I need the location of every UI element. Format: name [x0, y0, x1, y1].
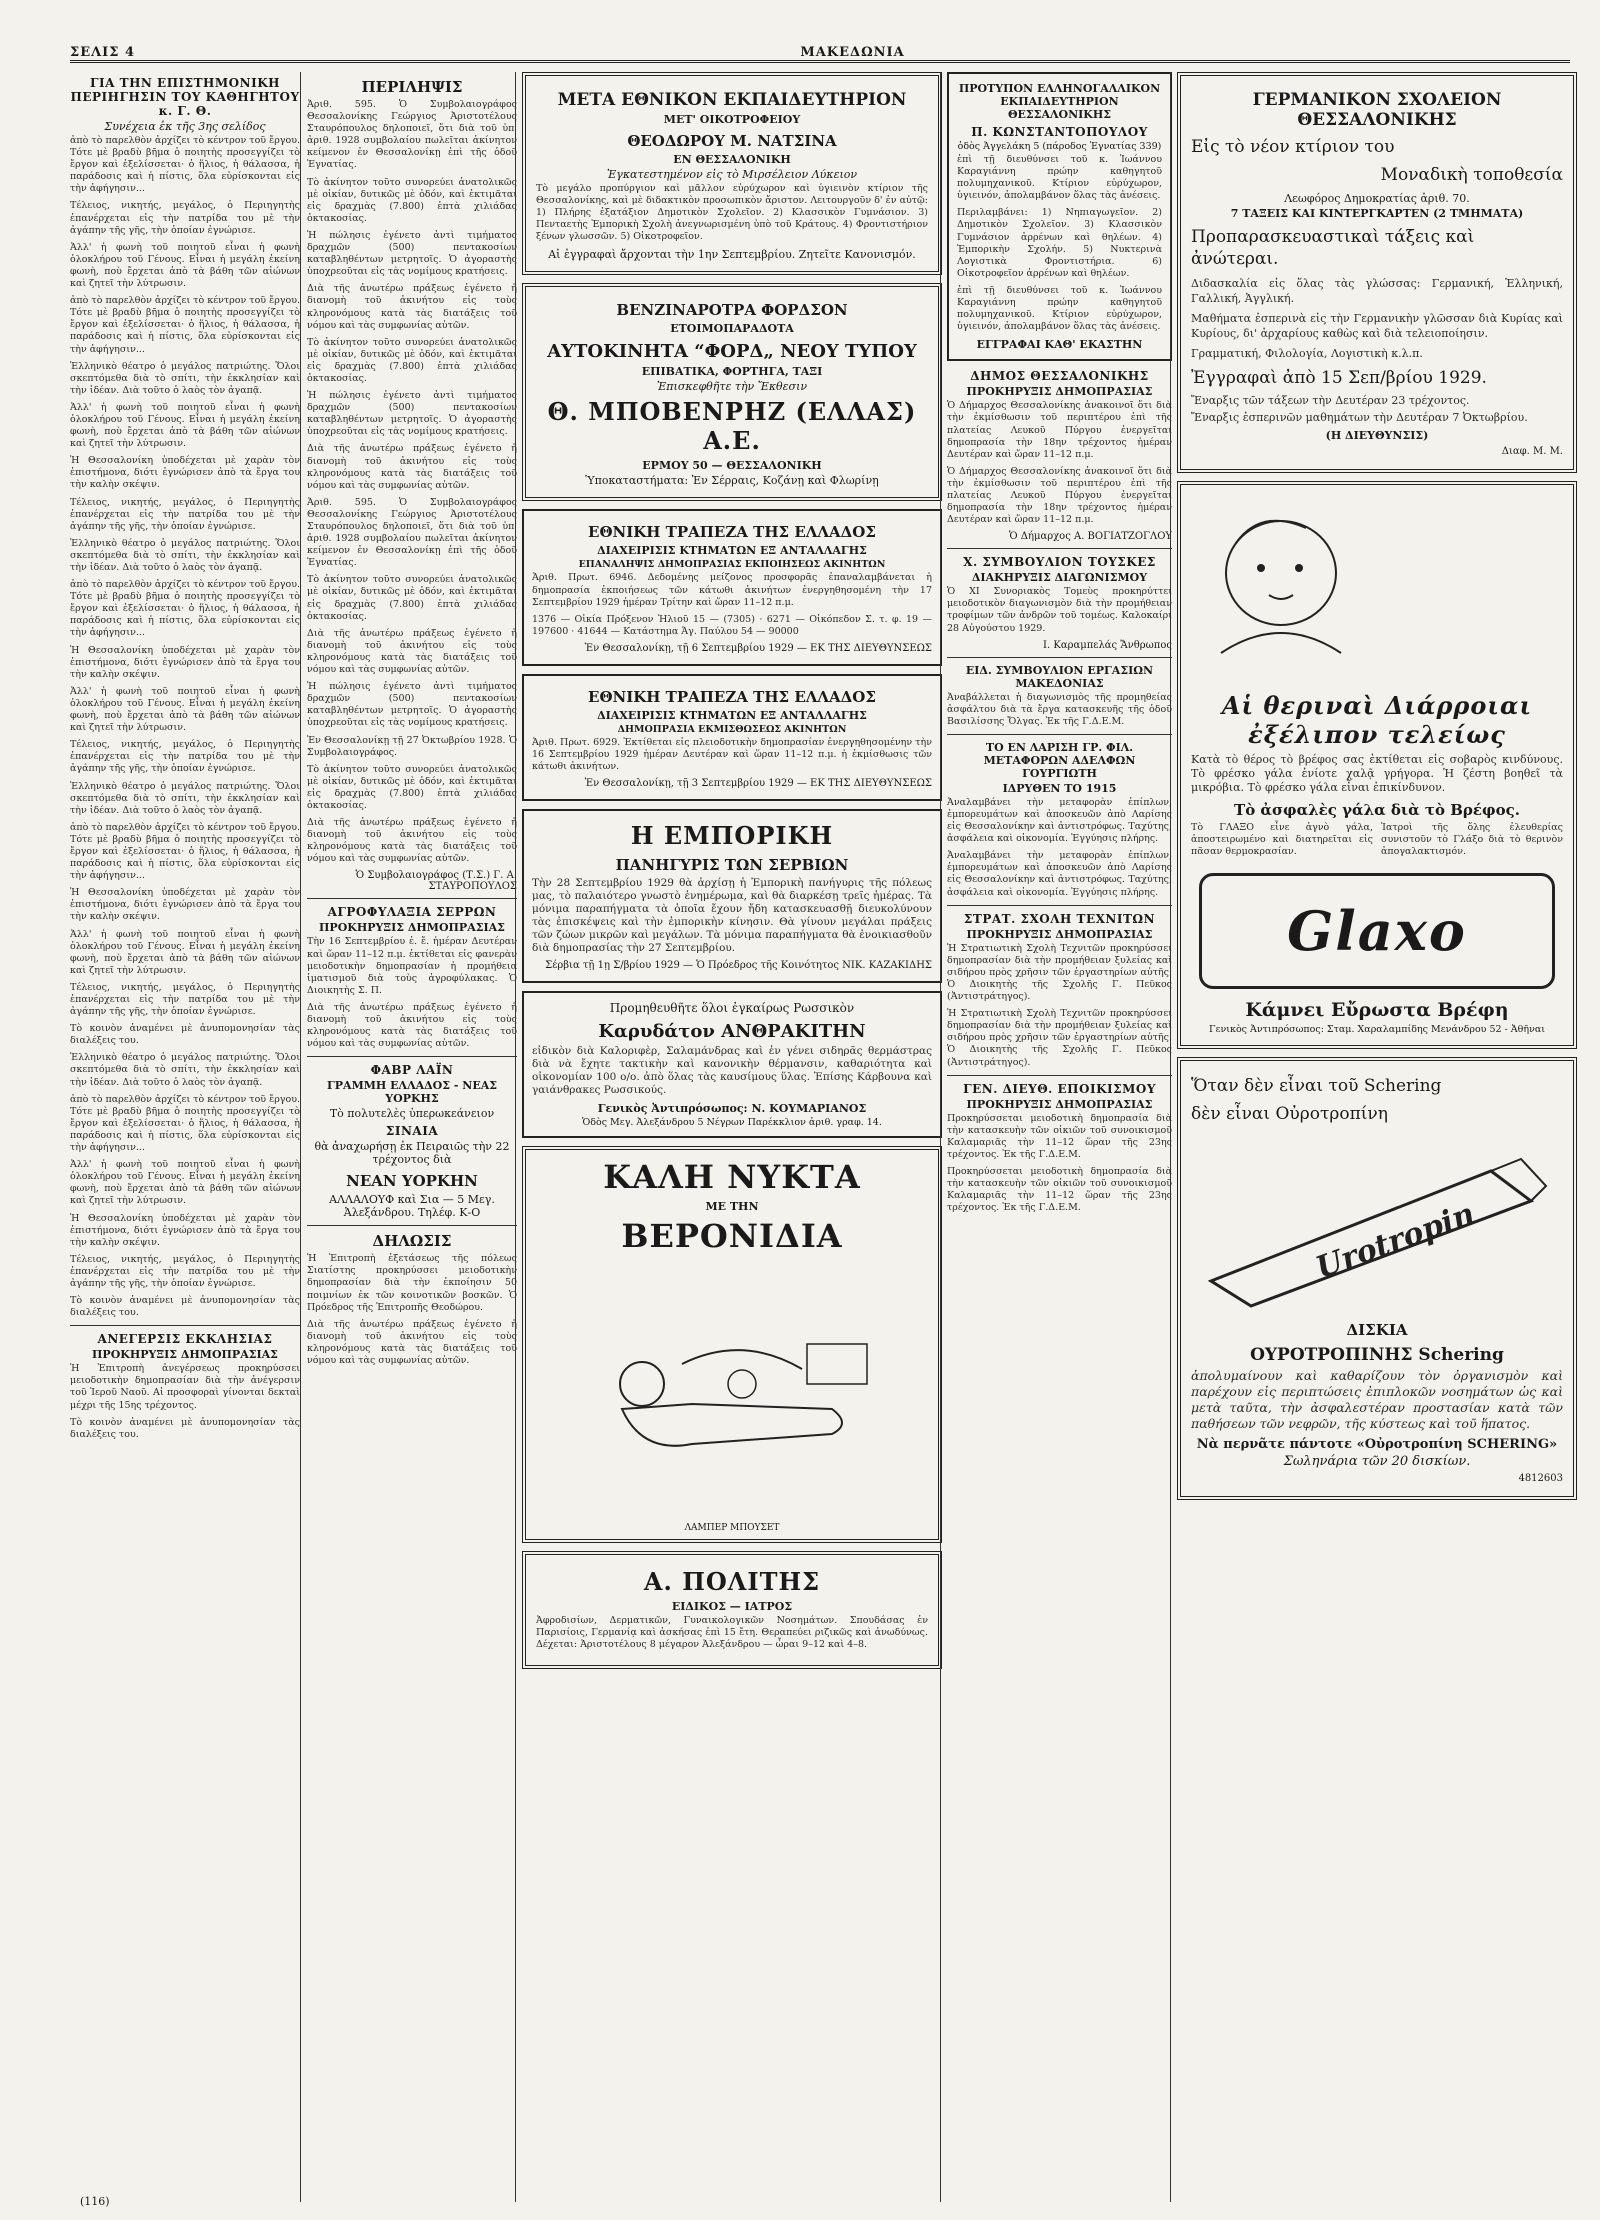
article-paragraph: Ἀλλ' ἡ φωνὴ τοῦ ποιητοῦ εἶναι ἡ φωνὴ ὁλοκλήρου τοῦ Γένους. Εἶναι ἡ μεγάλη ἐκείνη φωνὴ, ποὺ ἔρχεται ἀπὸ τὰ βάθη τῶν αἰώνων καὶ ζητεῖ τὴν λύτρωσιν. [70, 241, 300, 290]
school-registration: Ἐγγραφαὶ ἀπὸ 15 Σεπ/βρίου 1929. [1191, 368, 1487, 388]
veronidia-title: ΚΑΛΗ ΝΥΚΤΑ [603, 1158, 861, 1197]
doctor-text: Ἀφροδισίων, Δερματικῶν, Γυναικολογικῶν Νοσημάτων. Σπουδάσας ἐν Παρισίοις, Γερμανίᾳ καὶ ἀσκήσας ἐπὶ 15 ἔτη. Θεραπεύει ριζικῶς καὶ ἀνωδύνως. Δέχεται: Ἀριστοτέλους 8 μέγαρον Ἀλεξάνδρου — ὧραι 9–12 καὶ 4–8. [536, 1615, 928, 1651]
school-ad-2 [947, 72, 1172, 361]
notice-title: ΣΤΡΑΤ. ΣΧΟΛΗ ΤΕΧΝΙΤΩΝ [963, 911, 1156, 926]
baby-illustration [1191, 503, 1371, 673]
article-paragraph: Ἡ πώλησις ἐγένετο ἀντὶ τιμήματος δραχμῶν (500) πεντακοσίων καταβληθέντων μετρητοῖς. Ὁ ἀγοραστὴς ὑποχρεοῦται εἰς τὰς νομίμους κρατήσεις. [307, 229, 517, 278]
school-start: Ἔναρξις τῶν τάξεων τὴν Δευτέραν 23 τρέχοντος. [1191, 394, 1470, 407]
article-paragraph: Ἡ Θεσσαλονίκη ὑποδέχεται μὲ χαρὰν τὸν ἐπιστήμονα, διότι ἐγνώρισεν ἀπὸ τὰ ἔργα του τὴν καλὴν σκέψιν. [70, 455, 300, 491]
notice-text: Διὰ τῆς ἀνωτέρω πράξεως ἐγένετο ἡ διανομὴ τοῦ ἀκινήτου εἰς τοὺς κληρονόμους κατὰ τὰς διατάξεις τοῦ νόμου καὶ τὰς συμφωνίας αὐτῶν. [307, 1001, 517, 1050]
article-paragraph: Ἀλλ' ἡ φωνὴ τοῦ ποιητοῦ εἶναι ἡ φωνὴ ὁλοκλήρου τοῦ Γένους. Εἶναι ἡ μεγάλη ἐκείνη φωνὴ, ποὺ ἔρχεται ἀπὸ τὰ βάθη τῶν αἰώνων καὶ ζητεῖ τὴν λύτρωσιν. [70, 928, 300, 976]
shipping-route: ΓΡΑΜΜΗ ΕΛΛΑΔΟΣ - ΝΕΑΣ ΥΟΡΚΗΣ [326, 1079, 498, 1106]
bank-subtitle: ΔΙΑΧΕΙΡΙΣΙΣ ΚΤΗΜΑΤΩΝ ΕΞ ΑΝΤΑΛΛΑΓΗΣ [597, 708, 867, 722]
notice-title: ΕΙΔ. ΣΥΜΒΟΥΛΙΟΝ ΕΡΓΑΣΙΩΝ ΜΑΚΕΔΟΝΙΑΣ [965, 663, 1154, 690]
veronidia-mid: ΜΕ ΤΗΝ [705, 1200, 759, 1214]
signature: Ὁ Συμβολαιογράφος (Τ.Σ.) Γ. Α. ΣΤΑΥΡΟΠΟΥΛΟΣ [355, 870, 517, 893]
bank-rows: 1376 — Οἰκία Πρόξενον Ἠλιοῦ 15 — (7305) · 6271 — Οἰκόπεδον Σ. τ. φ. 19 — 197600 · 41644 — Κατάστημα Ἁγ. Παύλου 54 — 90000 [532, 613, 932, 637]
article-paragraph: Ἡ πώλησις ἐγένετο ἀντὶ τιμήματος δραχμῶν (500) πεντακοσίων καταβληθέντων μετρητοῖς. Ὁ ἀγοραστὴς ὑποχρεοῦται εἰς τὰς νομίμους κρατήσεις. [307, 681, 517, 729]
school-signature: (Η ΔΙΕΥΘΥΝΣΙΣ) [1325, 429, 1429, 443]
article-paragraph: Διὰ τῆς ἀνωτέρω πράξεως ἐγένετο ἡ διανομὴ τοῦ ἀκινήτου εἰς τοὺς κληρονόμους κατὰ τὰς διατάξεις τοῦ νόμου καὶ τὰς συμφωνίας αὐτῶν. [307, 443, 517, 491]
article-paragraph: Ἡ πώλησις ἐγένετο ἀντὶ τιμήματος δραχμῶν (500) πεντακοσίων καταβληθέντων μετρητοῖς. Ὁ ἀγοραστὴς ὑποχρεοῦται εἰς τὰς νομίμους κρατήσεις. [307, 390, 517, 438]
ford-visit: Ἐπισκεφθῆτε τὴν Ἔκθεσιν [656, 380, 808, 394]
veronidia-brand: ΛΑΜΠΕΡ ΜΠΟΥΣΕΤ [684, 1523, 780, 1534]
notice-title: ΑΝΕΓΕΡΣΙΣ ΕΚΚΛΗΣΙΑΣ [97, 1332, 273, 1347]
column-2 [300, 72, 517, 2202]
article-title: ΠΕΡΙΛΗΨΙΣ [361, 78, 463, 96]
coal-address: Ὁδὸς Μεγ. Ἀλεξάνδρου 5 Νέγρων Παρέκκλιον ἀριθ. γραφ. 14. [582, 1117, 882, 1129]
article-paragraph: Ἐλληνικὸ θέατρο ὁ μεγάλος πατριώτης. Ὅλοι σκεπτόμεθα διὰ τὸ σπίτι, τὴν ἐκκλησίαν καὶ τὴν ἰδέαν. Διὰ τοῦτο ὁ λαὸς τὸν ἀγαπᾷ. [70, 1052, 300, 1088]
fair-title: Η ΕΜΠΟΡΙΚΗ [630, 821, 834, 851]
school-line: Εἰς τὸ νέον κτίριον του [1191, 137, 1395, 157]
bank-subtitle: ΔΙΑΧΕΙΡΙΣΙΣ ΚΤΗΜΑΤΩΝ ΕΞ ΑΝΤΑΛΛΑΓΗΣ [597, 544, 867, 558]
shipping-agent: ΑΛΛΑΛΟΥΦ καὶ Σια — 5 Μεγ. Ἀλεξάνδρου. Τηλέφ. Κ-Ο [329, 1193, 495, 1220]
fair-footer: Σέρβια τῇ 1ῃ Σ/βρίου 1929 — Ὁ Πρόεδρος τῆς Κοινότητος ΝΙΚ. ΚΑΖΑΚΙΔΗΣ [545, 960, 932, 972]
ford-types: ΕΠΙΒΑΤΙΚΑ, ΦΟΡΤΗΓΑ, ΤΑΞΙ [641, 365, 823, 379]
school-languages: Διδασκαλία εἰς ὅλας τὰς γλώσσας: Γερμανική, Ἑλληνική, Γαλλική, Ἀγγλική. [1191, 277, 1563, 305]
school-title: ΜΕΤΑ ΕΘΝΙΚΟΝ ΕΚΠΑΙΔΕΥΤΗΡΙΟΝ [557, 90, 907, 110]
article-paragraph: Τέλειος, νικητής, μεγάλος, ὁ Περιηγητὴς ἐπανέρχεται εἰς τὴν πατρίδα του μὲ τὴν ἀγάπην τῆς γῆς, τὴν ὁποίαν ἐγνώρισε. [70, 981, 300, 1018]
article-paragraph: Τὸ ἀκίνητον τοῦτο συνορεύει ἀνατολικῶς μὲ οἰκίαν, δυτικῶς μὲ ὁδόν, καὶ ἐκτιμᾶται εἰς δραχμὰς (7.800) ἑπτὰ χιλιάδας ὀκτακοσίας. [307, 574, 517, 622]
notice-title: ΓΕΝ. ΔΙΕΥΘ. ΕΠΟΙΚΙΣΜΟΥ [963, 1081, 1156, 1096]
school-title: ΓΕΡΜΑΝΙΚΟΝ ΣΧΟΛΕΙΟΝ ΘΕΣΣΑΛΟΝΙΚΗΣ [1252, 90, 1502, 130]
notice-text: Ἡ Ἐπιτροπὴ ἀνεγέρσεως προκηρύσσει μειοδοτικὴν δημοπρασίαν διὰ τὴν ἀνέγερσιν τοῦ Ἱεροῦ Ναοῦ. Αἱ προσφοραὶ γίνονται δεκταὶ μέχρι τῆς 15ης τρέχοντος. [70, 1363, 300, 1411]
coal-title: Προμηθευθῆτε ὅλοι ἐγκαίρως Ρωσσικὸν [609, 1001, 855, 1016]
schering-pack: Σωληνάρια τῶν 20 δισκίων. [1283, 1454, 1471, 1470]
doctor-title: ΕΙΔΙΚΟΣ — ΙΑΤΡΟΣ [671, 1600, 793, 1614]
schering-name: ΟΥΡΟΤΡΟΠΙΝΗΣ Schering [1250, 1345, 1504, 1366]
page-number: (116) [80, 2195, 110, 2208]
notice-subtitle: ΙΔΡΥΘΕΝ ΤΟ 1915 [1002, 781, 1117, 795]
fair-ad [522, 809, 942, 983]
article-paragraph: Τὸ κοινὸν ἀναμένει μὲ ἀνυπομονησίαν τὰς διαλέξεις του. [70, 1295, 300, 1319]
schering-quote: Ὅταν δὲν εἶναι τοῦ Schering [1191, 1076, 1442, 1097]
school-line: Μοναδικὴ τοποθεσία [1380, 165, 1563, 185]
article-paragraph: Τὸ κοινὸν ἀναμένει μὲ ἀνυπομονησίαν τὰς διαλέξεις του. [70, 1023, 300, 1047]
notice-text: Διὰ τῆς ἀνωτέρω πράξεως ἐγένετο ἡ διανομὴ τοῦ ἀκινήτου εἰς τοὺς κληρονόμους κατὰ τὰς διατάξεις τοῦ νόμου καὶ τὰς συμφωνίας αὐτῶν. [307, 1318, 517, 1367]
school-prep: Προπαρασκευαστικαὶ τάξεις καὶ ἀνώτεραι. [1191, 227, 1475, 269]
article-paragraph: Διὰ τῆς ἀνωτέρω πράξεως ἐγένετο ἡ διανομὴ τοῦ ἀκινήτου εἰς τοὺς κληρονόμους κατὰ τὰς διατάξεις τοῦ νόμου καὶ τὰς συμφωνίας αὐτῶν. [307, 817, 517, 865]
newspaper-name: ΜΑΚΕΔΩΝΙΑ [800, 45, 905, 60]
article-paragraph: ἀπὸ τὸ παρελθὸν ἀρχίζει τὸ κέντρον τοῦ ἔργου. Τότε μὲ βραδὺ βῆμα ὁ ποιητὴς προσεγγίζει τὸ ἔργον καὶ ἐξελίσσεται· ὁ ἥλιος, ἡ θάλασσα, ἡ παράδοσις καὶ ἡ πίστις, ὅλα εὑρίσκονται εἰς τὴν ἀφήγησιν... [70, 1093, 300, 1154]
school-evening: Μαθήματα ἐσπερινὰ εἰς τὴν Γερμανικὴν γλῶσσαν διὰ Κυρίας καὶ Κυρίους, δι' ἀρχαρίους καθὼς καὶ διὰ τελειοποίησιν. [1191, 312, 1563, 340]
ford-branches: Ὑποκαταστήματα: Ἐν Σέρραις, Κοζάνῃ καὶ Φλωρίνῃ [585, 474, 879, 488]
article-paragraph: Ἀλλ' ἡ φωνὴ τοῦ ποιητοῦ εἶναι ἡ φωνὴ ὁλοκλήρου τοῦ Γένους. Εἶναι ἡ μεγάλη ἐκείνη φωνὴ, ποὺ ἔρχεται ἀπὸ τὰ βάθη τῶν αἰώνων καὶ ζητεῖ τὴν λύτρωσιν. [70, 1159, 300, 1207]
notice-title: Χ. ΣΥΜΒΟΥΛΙΟΝ ΤΟΥΣΚΕΣ [963, 555, 1156, 570]
bank-text: Ἀριθ. Πρωτ. 6929. Ἐκτίθεται εἰς πλειοδοτικὴν δημοπρασίαν ἐνεργηθησομένην τὴν 16 Σεπτεμβρίου 1929 ἡμέραν Δευτέραν καὶ ὥραν 11–12 π.μ. ἡ ἐκμίσθωσις τῶν κάτωθι ἀκινήτων. [532, 736, 932, 773]
school-text: ἐπὶ τῇ διευθύνσει τοῦ κ. Ἰωάννου Καραγιάννη πρώην καθηγητοῦ πολυμηχανικοῦ. Κτίριον εὐρύχωρον, ὑγιεινόν, ἀπολαμβάνον ὅλας τὰς ἀνέσεις. [957, 284, 1162, 333]
column-3 [515, 72, 942, 2202]
notice-text: Ἡ Ἐπιτροπὴ ἐξετάσεως τῆς πόλεως Σιατίστης προκηρύσσει μειοδοτικὴν δημοπρασίαν διὰ τὴν ἐκποίησιν 50 ποιμνίων ἐκ τῶν κοινοτικῶν βοσκῶν. Ὁ Πρόεδρος τῆς Ἐπιτροπῆς Θεοδώρου. [307, 1253, 517, 1313]
article-paragraph: Ἡ Θεσσαλονίκη ὑποδέχεται μὲ χαρὰν τὸν ἐπιστήμονα, διότι ἐγνώρισεν ἀπὸ τὰ ἔργα του τὴν καλὴν σκέψιν. [70, 887, 300, 923]
school-footer: ΕΓΓΡΑΦΑΙ ΚΑΘ' ΕΚΑΣΤΗΝ [976, 338, 1143, 352]
column-4 [940, 72, 1172, 2202]
article-paragraph: Τὸ ἀκίνητον τοῦτο συνορεύει ἀνατολικῶς μὲ οἰκίαν, δυτικῶς μὲ ὁδόν, καὶ ἐκτιμᾶται εἰς δραχμὰς (7.800) ἑπτὰ χιλιάδας ὀκτακοσίας. [307, 176, 517, 224]
article-paragraph: Ἡ Θεσσαλονίκη ὑποδέχεται μὲ χαρὰν τὸν ἐπιστήμονα, διότι ἐγνώρισεν ἀπὸ τὰ ἔργα του τὴν καλὴν σκέψιν. [70, 644, 300, 680]
veronidia-name: ΒΕΡΟΝΙΔΙΑ [621, 1217, 843, 1256]
bank-notice-2 [522, 674, 942, 801]
column-1 [70, 72, 300, 2202]
article-paragraph: Διὰ τῆς ἀνωτέρω πράξεως ἐγένετο ἡ διανομὴ τοῦ ἀκινήτου εἰς τοὺς κληρονόμους κατὰ τὰς διατάξεις τοῦ νόμου καὶ τὰς συμφωνίας αὐτῶν. [307, 283, 517, 331]
school-subjects: Γραμματική, Φιλολογία, Λογιστικὴ κ.λ.π. [1191, 347, 1423, 360]
ad-code: 4812603 [1518, 1473, 1563, 1485]
coal-ad [522, 991, 942, 1138]
article-continued: Συνέχεια ἐκ τῆς 3ης σελίδος [104, 120, 266, 133]
glaxo-safe: Τὸ ἀσφαλὲς γάλα διὰ τὸ Βρέφος. [1234, 801, 1520, 820]
notice-subtitle: ΠΡΟΚΗΡΥΞΙΣ ΔΗΜΟΠΡΑΣΙΑΣ [92, 1348, 278, 1362]
notice-signature: Ι. Καραμπελάς Ἄνθρωπος [1043, 639, 1172, 651]
medicine-tube-illustration [1191, 1131, 1551, 1311]
coal-agent: Γενικὸς Ἀντιπρόσωπος: Ν. ΚΟΥΜΑΡΙΑΝΟΣ [597, 1102, 867, 1116]
notice-text: Προκηρύσσεται μειοδοτικὴ δημοπρασία διὰ τὴν κατασκευὴν τῶν οἰκιῶν τοῦ συνοικισμοῦ Καλαμαριᾶς τὴν 11–12 ὥραν τῆς 23ης τρέχοντος. Ἐκ τῆς Γ.Δ.Ε.Μ. [947, 1165, 1172, 1214]
article-paragraph: ἀπὸ τὸ παρελθὸν ἀρχίζει τὸ κέντρον τοῦ ἔργου. Τότε μὲ βραδὺ βῆμα ὁ ποιητὴς προσεγγίζει τὸ ἔργον καὶ ἐξελίσσεται· ὁ ἥλιος, ἡ θάλασσα, ἡ παράδοσις καὶ ἡ πίστις, ὅλα εὑρίσκονται εἰς τὴν ἀφήγησιν... [70, 135, 300, 195]
article-paragraph: Τέλειος, νικητής, μεγάλος, ὁ Περιηγητὴς ἐπανέρχεται εἰς τὴν πατρίδα του μὲ τὴν ἀγάπην τῆς γῆς, τὴν ὁποίαν ἐγνώρισε. [70, 1253, 300, 1289]
notice-signature: Ὁ Δήμαρχος Α. ΒΟΓΙΑΤΖΟΓΛΟΥ [1009, 531, 1172, 543]
school-ad [522, 72, 942, 275]
notice-text: Ἀναλαμβάνει τὴν μεταφορὰν ἐπίπλων, ἐμπορευμάτων καὶ ἀποσκευῶν ἀπὸ Λαρίσης εἰς Θεσσαλονίκην καὶ ἀντιστρόφως. Ταχύτης, ἀσφάλεια καὶ οἰκονομία. Ἐγγύησις πλήρης. [947, 796, 1172, 845]
article-paragraph: ἀπὸ τὸ παρελθὸν ἀρχίζει τὸ κέντρον τοῦ ἔργου. Τότε μὲ βραδὺ βῆμα ὁ ποιητὴς προσεγγίζει τὸ ἔργον καὶ ἐξελίσσεται· ὁ ἥλιος, ἡ θάλασσα, ἡ παράδοσις καὶ ἡ πίστις, ὅλα εὑρίσκονται εἰς τὴν ἀφήγησιν... [70, 295, 300, 355]
sleeping-woman-illustration [582, 1259, 882, 1519]
article-paragraph: ἀπὸ τὸ παρελθὸν ἀρχίζει τὸ κέντρον τοῦ ἔργου. Τότε μὲ βραδὺ βῆμα ὁ ποιητὴς προσεγγίζει τὸ ἔργον καὶ ἐξελίσσεται· ὁ ἥλιος, ἡ θάλασσα, ἡ παράδοσις καὶ ἡ πίστις, ὅλα εὑρίσκονται εἰς τὴν ἀφήγησιν... [70, 821, 300, 882]
article-paragraph: Τὸ ἀκίνητον τοῦτο συνορεύει ἀνατολικῶς μὲ οἰκίαν, δυτικῶς μὲ ὁδόν, καὶ ἐκτιμᾶται εἰς δραχμὰς (7.800) ἑπτὰ χιλιάδας ὀκτακοσίας. [307, 336, 517, 384]
notice-text: Ἀναλαμβάνει τὴν μεταφορὰν ἐπίπλων, ἐμπορευμάτων καὶ ἀποσκευῶν ἀπὸ Λαρίσης εἰς Θεσσαλονίκην καὶ ἀντιστρόφως. Ταχύτης, ἀσφάλεια καὶ οἰκονομία. Ἐγγύησις πλήρης. [947, 850, 1172, 898]
notice-subtitle: ΠΡΟΚΗΡΥΞΙΣ ΔΗΜΟΠΡΑΣΙΑΣ [319, 921, 505, 935]
school-subtitle: ΜΕΤ' ΟΙΚΟΤΡΟΦΕΙΟΥ [663, 113, 801, 126]
article-paragraph: Ἐλληνικὸ θέατρο ὁ μεγάλος πατριώτης. Ὅλοι σκεπτόμεθα διὰ τὸ σπίτι, τὴν ἐκκλησίαν καὶ τὴν ἰδέαν. Διὰ τοῦτο ὁ λαὸς τὸν ἀγαπᾷ. [70, 537, 300, 573]
article-paragraph: Ἐν Θεσσαλονίκῃ τῇ 27 Ὀκτωβρίου 1928. Ὁ Συμβολαιογράφος. [307, 734, 517, 758]
notice-text: Ὁ Δήμαρχος Θεσσαλονίκης ἀνακοινοῖ ὅτι διὰ τὴν ἐκμίσθωσιν τοῦ περιπτέρου ἐπὶ τῆς πλατείας Λευκοῦ Πύργου ἐνεργεῖται δημοπρασία τὴν 18ην τρέχοντος ἡμέραν Δευτέραν καὶ ὥραν 11–12 π.μ. [947, 400, 1172, 460]
notice-subtitle: ΠΡΟΚΗΡΥΞΙΣ ΔΗΜΟΠΡΑΣΙΑΣ [966, 385, 1153, 399]
article-paragraph: Τέλειος, νικητής, μεγάλος, ὁ Περιηγητὴς ἐπανέρχεται εἰς τὴν πατρίδα του μὲ τὴν ἀγάπην τῆς γῆς, τὴν ὁποίαν ἐγνώρισε. [70, 200, 300, 236]
school-title: ΠΡΟΤΥΠΟΝ ΕΛΛΗΝΟΓΑΛΛΙΚΟΝ ΕΚΠΑΙΔΕΥΤΗΡΙΟΝ ΘΕΣΣΑΛΟΝΙΚΗΣ [958, 82, 1161, 121]
column-5 [1170, 72, 1577, 2202]
notice-title: ΑΓΡΟΦΥΛΑΞΙΑ ΣΕΡΡΩΝ [327, 905, 497, 920]
destination: ΝΕΑΝ ΥΟΡΚΗΝ [346, 1172, 478, 1191]
notice-text: Τὴν 16 Σεπτεμβρίου ἐ. ἔ. ἡμέραν Δευτέραν καὶ ὥραν 11–12 π.μ. ἐκτίθεται εἰς φανερὰν μειοδοτικὴν δημοπρασίαν ἡ προμήθεια ἱματισμοῦ διὰ τοὺς ἀγροφύλακας. Ὁ Διοικητὴς Σ. Π. [307, 936, 517, 996]
article-paragraph: Ἡ Θεσσαλονίκη ὑποδέχεται μὲ χαρὰν τὸν ἐπιστήμονα, διότι ἐγνώρισεν ἀπὸ τὰ ἔργα του τὴν καλὴν σκέψιν. [70, 1212, 300, 1248]
notice-text: Τὸ κοινὸν ἀναμένει μὲ ἀνυπομονησίαν τὰς διαλέξεις του. [70, 1416, 300, 1440]
school-place: ΕΝ ΘΕΣΣΑΛΟΝΙΚΗ [673, 153, 791, 166]
school-address: ὁδὸς Ἀγγελάκη 5 (πάροδος Ἐγνατίας 339) [957, 141, 1162, 152]
article-paragraph: Ἀλλ' ἡ φωνὴ τοῦ ποιητοῦ εἶναι ἡ φωνὴ ὁλοκλήρου τοῦ Γένους. Εἶναι ἡ μεγάλη ἐκείνη φωνὴ, ποὺ ἔρχεται ἀπὸ τὰ βάθη τῶν αἰώνων καὶ ζητεῖ τὴν λύτρωσιν. [70, 401, 300, 450]
fair-text: Τὴν 28 Σεπτεμβρίου 1929 θὰ ἀρχίσῃ ἡ Ἐμπορικὴ πανήγυρις τῆς πόλεως μας, τὸ παλαιότερο γνωστὸ ἐνημέρωμα, καὶ θὰ διαρκέσῃ τρεῖς ἡμέρας. Τὰ μόνιμα παραπήγματα τὰ ὁποῖα ἔχουν ἤδη κατασκευασθῇ διευκολύνουν τὰς ἐπισκέψεις καὶ τὴν ἐμπορικὴν κίνησιν. Θὰ γίνουν μεγάλαι πράξεις τῶν ζώων μικρῶν καὶ μεγάλων. Τὰ μόνιμα παραπήγματα θὰ ἐνοικιασθοῦν διὰ δημοπρασίας τὴν 27 Σεπτεμβρίου. [532, 877, 932, 955]
glaxo-logo: Glaxo [1199, 873, 1555, 989]
article-paragraph: Ἐλληνικὸ θέατρο ὁ μεγάλος πατριώτης. Ὅλοι σκεπτόμεθα διὰ τὸ σπίτι, τὴν ἐκκλησίαν καὶ τὴν ἰδέαν. Διὰ τοῦτο ὁ λαὸς τὸν ἀγαπᾷ. [70, 360, 300, 396]
article-paragraph: Διὰ τῆς ἀνωτέρω πράξεως ἐγένετο ἡ διανομὴ τοῦ ἀκινήτου εἰς τοὺς κληρονόμους κατὰ τὰς διατάξεις τοῦ νόμου καὶ τὰς συμφωνίας αὐτῶν. [307, 627, 517, 676]
notice-text: Ἡ Στρατιωτικὴ Σχολὴ Τεχνιτῶν προκηρύσσει δημοπρασίαν διὰ τὴν προμήθειαν ξυλείας καὶ σιδήρου πρὸς χρῆσιν τῶν ἐργαστηρίων αὐτῆς. Ὁ Διοικητὴς τῆς Σχολῆς Γ. Πεῦκος (Ἀντιστράτηγος). [947, 1008, 1172, 1068]
bank-notice-1 [522, 509, 942, 665]
article-paragraph: Ἀριθ. 595. Ὁ Συμβολαιογράφος Θεσσαλονίκης Γεώργιος Ἀριστοτέλους Σταυρόπουλος δηλοποιεῖ, ὅτι διὰ τοῦ ὑπ' ἀριθ. 1928 συμβολαίου πωλεῖται ἀκίνητον κείμενον ἐν Θεσσαλονίκῃ ἐπὶ τῆς ὁδοῦ Ἐγνατίας. [307, 496, 517, 569]
coal-text: εἰδικὸν διὰ Καλοριφὲρ, Σαλαμάνδρας καὶ ἐν γένει σιδηρᾶς θερμάστρας διὰ νὰ ἔχητε τακτικὴν καὶ κανονικὴν θέρμανσιν, καθαριότητα καὶ οἰκονομίαν 100 ο/ο. ἀπὸ ὅλας τὰς καυσίμους ὕλας. Ἐπίσης Κάρβουνα καὶ γαιάνθρακες Ρωσσικούς. [532, 1045, 932, 1097]
shipping-text: Τὸ πολυτελὲς ὑπερωκεάνειον [329, 1107, 495, 1121]
bank-text: Ἀριθ. Πρωτ. 6946. Δεδομένης μείζονος προσφορᾶς ἐπαναλαμβάνεται ἡ δημοπρασία ἐκποιήσεως τῶν κάτωθι ἀκινήτων ἐνεργηθησομένη τὴν 17 Σεπτεμβρίου 1929 ἡμέραν Τρίτην καὶ ὥραν 11–12 π.μ. [532, 572, 932, 608]
page-label: ΣΕΛΙΣ 4 [70, 45, 136, 60]
notice-title: ΔΗΜΟΣ ΘΕΣΣΑΛΟΝΙΚΗΣ [970, 369, 1149, 384]
school-list: Περιλαμβάνει: 1) Νηπιαγωγεῖον. 2) Δημοτικὸν Σχολεῖον. 3) Κλασσικὸν Γυμνάσιον ἀρρένων καὶ θηλέων. 4) Ἐμπορικὴν Σχολήν. 5) Νυκτερινὰ Λογιστικὰ Φροντιστήρια. 6) Οἰκοτροφεῖον ἀρρένων καὶ θηλέων. [957, 207, 1162, 279]
article-paragraph: Ἀριθ. 595. Ὁ Συμβολαιογράφος Θεσσαλονίκης Γεώργιος Ἀριστοτέλους Σταυρόπουλος δηλοποιεῖ, ὅτι διὰ τοῦ ὑπ' ἀριθ. 1928 συμβολαίου πωλεῖται ἀκίνητον κείμενον ἐν Θεσσαλονίκῃ ἐπὶ τῆς ὁδοῦ Ἐγνατίας. [307, 99, 517, 171]
tube-label: Urotropin [1311, 1196, 1480, 1287]
article-paragraph: Τέλειος, νικητής, μεγάλος, ὁ Περιηγητὴς ἐπανέρχεται εἰς τὴν πατρίδα του μὲ τὴν ἀγάπην τῆς γῆς, τὴν ὁποίαν ἐγνώρισε. [70, 496, 300, 532]
notice-text: Ἡ Στρατιωτικὴ Σχολὴ Τεχνιτῶν προκηρύσσει δημοπρασίαν διὰ τὴν προμήθειαν ξυλείας καὶ σιδήρου πρὸς χρῆσιν τῶν ἐργαστηρίων αὐτῆς. Ὁ Διοικητὴς τῆς Σχολῆς Γ. Πεῦκος (Ἀντιστράτηγος). [947, 942, 1172, 1003]
school-name: ΘΕΟΔΩΡΟΥ Μ. ΝΑΤΣΙΝΑ [627, 132, 837, 150]
ford-ready: ΕΤΟΙΜΟΠΑΡΑΔΟΤΑ [670, 322, 794, 336]
ship-name: ΣΙΝΑΙΑ [385, 1124, 439, 1139]
schering-ask: Νὰ περνᾶτε πάντοτε «Οὐροτροπίνη SCHERING» [1196, 1437, 1558, 1453]
glaxo-text: Κατὰ τὸ θέρος τὸ βρέφος σας ἐκτίθεται εἰς σοβαρὸς κινδύνους. Τὸ φρέσκο γάλα ἐνίοτε χαλᾷ γρήγορα. Ἡ ζέστη βοηθεῖ τὰ μικρόβια. Τὸ φρέσκο γάλα εἶναι ἐπικίνδυνον. [1191, 753, 1563, 795]
ford-cars: ΑΥΤΟΚΙΝΗΤΑ “ΦΟΡΔ„ ΝΕΟΥ ΤΥΠΟΥ [547, 341, 917, 363]
notice-subtitle: ΠΡΟΚΗΡΥΞΙΣ ΔΗΜΟΠΡΑΣΙΑΣ [966, 927, 1153, 941]
article-title: ΓΙΑ ΤΗΝ ΕΠΙΣΤΗΜΟΝΙΚΗ ΠΕΡΙΗΓΗΣΙΝ ΤΟΥ ΚΑΘΗΓΗΤΟΥ κ. Γ. Θ. [70, 76, 300, 118]
article-paragraph: Τὸ ἀκίνητον τοῦτο συνορεύει ἀνατολικῶς μὲ οἰκίαν, δυτικῶς μὲ ὁδόν, καὶ ἐκτιμᾶται εἰς δραχμὰς (7.800) ἑπτὰ χιλιάδας ὀκτακοσίας. [307, 763, 517, 811]
school-text: ἐπὶ τῇ διευθύνσει τοῦ κ. Ἰωάννου Καραγιάννη πρώην καθηγητοῦ πολυμηχανικοῦ. Κτίριον εὐρύχωρον, ὑγιεινόν, ἀπολαμβάνον ὅλας τὰς ἀνέσεις. [957, 154, 1162, 202]
ford-company: Θ. ΜΠΟΒΕΝΡΗΖ (ΕΛΛΑΣ) Α.Ε. [547, 397, 917, 456]
ford-title: ΒΕΝΖΙΝΑΡΟΤΡΑ ΦΟΡΔΣΟΝ [616, 301, 848, 320]
article-paragraph: Τέλειος, νικητής, μεγάλος, ὁ Περιηγητὴς ἐπανέρχεται εἰς τὴν πατρίδα του μὲ τὴν ἀγάπην τῆς γῆς, τὴν ὁποίαν ἐγνώρισε. [70, 739, 300, 775]
notice-subtitle: ΠΡΟΚΗΡΥΞΙΣ ΔΗΜΟΠΡΑΣΙΑΣ [966, 1097, 1153, 1111]
schering-quote: δὲν εἶναι Οὐροτροπίνη [1191, 1104, 1388, 1125]
schering-disks: ΔΙΣΚΙΑ [1346, 1321, 1408, 1340]
german-school-ad [1177, 72, 1577, 473]
ford-ad [522, 283, 942, 501]
glaxo-headline: Αἱ θεριναὶ Διάρροιαι ἐξέλιπον τελείως [1221, 691, 1533, 750]
article-paragraph: Ἀλλ' ἡ φωνὴ τοῦ ποιητοῦ εἶναι ἡ φωνὴ ὁλοκλήρου τοῦ Γένους. Εἶναι ἡ μεγάλη ἐκείνη φωνὴ, ποὺ ἔρχεται ἀπὸ τὰ βάθη τῶν αἰώνων καὶ ζητεῖ τὴν λύτρωσιν. [70, 685, 300, 734]
bank-subtitle-2: ΕΠΑΝΑΛΗΨΙΣ ΔΗΜΟΠΡΑΣΙΑΣ ΕΚΠΟΙΗΣΕΩΣ ΑΚΙΝΗΤΩΝ [578, 559, 886, 571]
school-start: Ἔναρξις ἐσπερινῶν μαθημάτων τὴν Δευτέραν 7 Ὀκτωβρίου. [1191, 411, 1528, 425]
school-classes: 7 ΤΑΞΕΙΣ ΚΑΙ ΚΙΝΤΕΡΓΚΑΡΤΕΝ (2 ΤΜΗΜΑΤΑ) [1230, 207, 1524, 220]
masthead [70, 38, 1570, 63]
glaxo-left-text: Τὸ ΓΛΑΞΟ εἶνε ἀγνὸ γάλα, ἀποστειρωμένο καὶ διατηρεῖται εἰς πᾶσαν θερμοκρασίαν. [1191, 822, 1373, 858]
glaxo-ad [1177, 481, 1577, 1049]
article-paragraph: Ἐλληνικὸ θέατρο ὁ μεγάλος πατριώτης. Ὅλοι σκεπτόμεθα διὰ τὸ σπίτι, τὴν ἐκκλησίαν καὶ τὴν ἰδέαν. Διὰ τοῦτο ὁ λαὸς τὸν ἀγαπᾷ. [70, 780, 300, 816]
veronidia-ad [522, 1146, 942, 1543]
school-name: Π. ΚΩΝΣΤΑΝΤΟΠΟΥΛΟΥ [971, 125, 1148, 139]
notice-text: Ἀναβάλλεται ἡ διαγωνισμὸς τῆς προμηθείας ἀσφάλτου διὰ τὰ ἔργα κατασκευῆς τῆς ὁδοῦ Βασιλίσσης Ὄλγας. Ἐκ τῆς Γ.Δ.Ε.Μ. [947, 691, 1172, 727]
schering-ad [1177, 1057, 1577, 1500]
school-address: Λεωφόρος Δημοκρατίας ἀριθ. 70. [1284, 192, 1470, 205]
doctor-name: Α. ΠΟΛΙΤΗΣ [643, 1567, 821, 1597]
fair-subtitle: ΠΑΝΗΓΥΡΙΣ ΤΩΝ ΣΕΡΒΙΩΝ [615, 856, 849, 875]
school-text: Τὸ μεγάλο προπύργιον καὶ μᾶλλον εὐρύχωρον καὶ ὑγιεινὸν κτίριον τῆς Θεσσαλονίκης, καὶ μὲ διδακτικὸν προσωπικὸν ἄριστον. Λειτουργοῦν δ' ἐν αὐτῷ: 1) Πλήρης ἑξατάξιον Δημοτικὸν Σχολεῖον. 2) Κλασσικὸν Γυμνάσιον. 3) Πενταετὴς Ἐμπορικὴ Σχολὴ ἀνεγνωρισμένη ὑπὸ τοῦ Κράτους. 4) Φροντιστήριον ξένων γλωσσῶν. 5) Οἰκοτροφεῖον. [536, 183, 928, 243]
shipping-ad-title: ΦΑΒΡ ΛΑΪΝ [370, 1063, 454, 1078]
school-footer: Αἱ ἐγγραφαὶ ἄρχονται τὴν 1ην Σεπτεμβρίου. Ζητεῖτε Κανονισμόν. [548, 248, 916, 262]
doctor-ad [522, 1551, 942, 1668]
bank-title: ΕΘΝΙΚΗ ΤΡΑΠΕΖΑ ΤΗΣ ΕΛΛΑΔΟΣ [588, 523, 876, 542]
glaxo-right-text: Ἰατροὶ τῆς ὅλης ἐλευθερίας συνιστοῦν τὸ Γλάξο διὰ τὸ θερινὸν ἀπογαλακτισμόν. [1381, 822, 1563, 858]
notice-text: Προκηρύσσεται μειοδοτικὴ δημοπρασία διὰ τὴν κατασκευὴν τῶν οἰκιῶν τοῦ συνοικισμοῦ Καλαμαριᾶς τὴν 11–12 ὥραν τῆς 23ης τρέχοντος. Ἐκ τῆς Γ.Δ.Ε.Μ. [947, 1112, 1172, 1160]
notice-text: Ὁ Δήμαρχος Θεσσαλονίκης ἀνακοινοῖ ὅτι διὰ τὴν ἐκμίσθωσιν τοῦ περιπτέρου ἐπὶ τῆς πλατείας Λευκοῦ Πύργου ἐνεργεῖται δημοπρασία τὴν 18ην τρέχοντος ἡμέραν Δευτέραν καὶ ὥραν 11–12 π.μ. [947, 465, 1172, 526]
school-code: Διαφ. Μ. Μ. [1501, 446, 1563, 458]
notice-text: Ὁ ΧΙ Συνοριακὸς Τομεὺς προκηρύττει μειοδοτικὸν διαγωνισμὸν διὰ τὴν προμήθειαν τροφίμων τῶν ἀνδρῶν τοῦ τομέως. Καλοκαίρι 28 Αὐγούστου 1929. [947, 586, 1172, 634]
bank-footer: Ἐν Θεσσαλονίκῃ, τῇ 3 Σεπτεμβρίου 1929 — ΕΚ ΤΗΣ ΔΙΕΥΘΥΝΣΕΩΣ [584, 778, 932, 790]
glaxo-agent: Γενικὸς Ἀντιπρόσωπος: Σταμ. Χαραλαμπίδης Μενάνδρου 52 - Ἀθῆναι [1209, 1024, 1545, 1036]
article-paragraph: ἀπὸ τὸ παρελθὸν ἀρχίζει τὸ κέντρον τοῦ ἔργου. Τότε μὲ βραδὺ βῆμα ὁ ποιητὴς προσεγγίζει τὸ ἔργον καὶ ἐξελίσσεται· ὁ ἥλιος, ἡ θάλασσα, ἡ παράδοσις καὶ ἡ πίστις, ὅλα εὑρίσκονται εἰς τὴν ἀφήγησιν... [70, 579, 300, 639]
shipping-text: θὰ ἀναχωρήσῃ ἐκ Πειραιῶς τὴν 22 τρέχοντος διὰ [314, 1140, 510, 1167]
notice-title: ΤΟ ΕΝ ΛΑΡΙΣΗ ΓΡ. ΦΙΛ. ΜΕΤΑΦΟΡΩΝ ΑΔΕΛΦΩΝ ΓΟΥΡΓΙΩΤΗ [983, 740, 1136, 780]
glaxo-slogan: Κάμνει Εὔρωστα Βρέφη [1245, 999, 1509, 1022]
notice-subtitle: ΔΙΑΚΗΡΥΞΙΣ ΔΙΑΓΩΝΙΣΜΟΥ [971, 571, 1148, 585]
coal-name: Καρυδάτον ΑΝΘΡΑΚΙΤΗΝ [598, 1021, 866, 1043]
schering-text: ἀπολυμαίνουν καὶ καθαρίζουν τὸν ὀργανισμὸν καὶ παρέχουν εἰς περιπτώσεις ἐπιπλοκῶν νοσημάτων ὡς καὶ μετὰ ταῦτα, τὴν ἀσφαλεστέραν προστασίαν κατὰ τῶν παθήσεων τῶν νεφρῶν, τῆς κύστεως καὶ τοῦ ἥπατος. [1191, 1368, 1563, 1432]
ford-address: ΕΡΜΟΥ 50 — ΘΕΣΣΑΛΟΝΙΚΗ [642, 459, 822, 473]
bank-footer: Ἐν Θεσσαλονίκῃ, τῇ 6 Σεπτεμβρίου 1929 — ΕΚ ΤΗΣ ΔΙΕΥΘΥΝΣΕΩΣ [584, 642, 932, 654]
school-location: Ἐγκατεστημένον εἰς τὸ Μιρσέλειον Λύκειον [606, 168, 858, 181]
notice-title: ΔΗΛΩΣΙΣ [372, 1232, 452, 1251]
bank-title: ΕΘΝΙΚΗ ΤΡΑΠΕΖΑ ΤΗΣ ΕΛΛΑΔΟΣ [588, 687, 876, 706]
bank-subtitle-2: ΔΗΜΟΠΡΑΣΙΑ ΕΚΜΙΣΘΩΣΕΩΣ ΑΚΙΝΗΤΩΝ [617, 723, 847, 735]
